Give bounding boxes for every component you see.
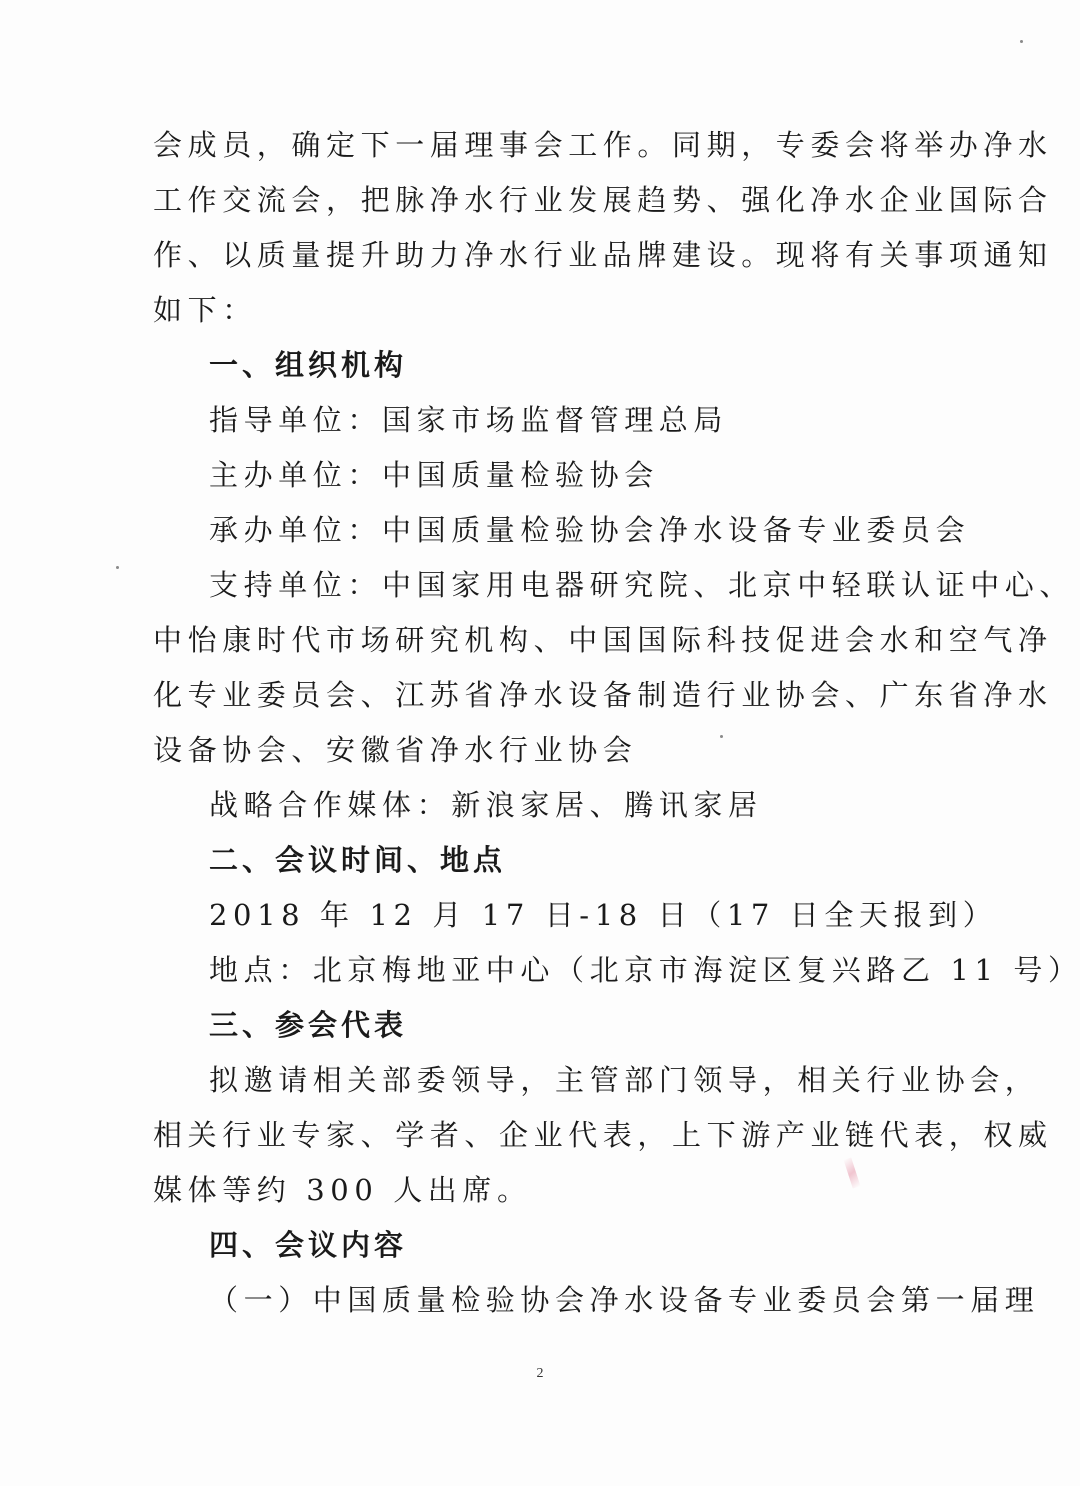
text-line: 作、以质量提升助力净水行业品牌建设。现将有关事项通知: [153, 238, 1053, 272]
scan-speck: [116, 566, 119, 569]
scan-speck: [720, 735, 723, 738]
text-line: 如下：: [153, 293, 257, 327]
document-body: [153, 118, 1083, 1328]
text-line: 设备协会、安徽省净水行业协会: [153, 733, 638, 767]
text-line: 战略合作媒体：新浪家居、腾讯家居: [209, 788, 763, 822]
text-line: 2018 年 12 月 17 日-18 日（17 日全天报到）: [209, 898, 998, 932]
text-line: 承办单位：中国质量检验协会净水设备专业委员会: [209, 513, 971, 547]
section-heading: 二、会议时间、地点: [209, 843, 507, 877]
text-line: 地点：北京梅地亚中心（北京市海淀区复兴路乙 11 号）: [209, 953, 1083, 987]
text-line: 化专业委员会、江苏省净水设备制造行业协会、广东省净水: [153, 678, 1053, 712]
page-number: 2: [536, 1366, 544, 1381]
text-line: 媒体等约 300 人出席。: [153, 1173, 532, 1207]
scan-speck: [1020, 40, 1023, 43]
text-line: 中怡康时代市场研究机构、中国国际科技促进会水和空气净: [153, 623, 1053, 657]
text-line: 相关行业专家、学者、企业代表，上下游产业链代表，权威: [153, 1118, 1053, 1152]
section-heading: 一、组织机构: [209, 348, 408, 382]
text-line: 指导单位：国家市场监督管理总局: [209, 403, 729, 437]
text-line: 支持单位：中国家用电器研究院、北京中轻联认证中心、: [209, 568, 1075, 602]
text-line: （一）中国质量检验协会净水设备专业委员会第一届理: [209, 1283, 1040, 1317]
text-line: 会成员，确定下一届理事会工作。同期，专委会将举办净水: [153, 128, 1053, 162]
text-line: 拟邀请相关部委领导，主管部门领导，相关行业协会，: [209, 1063, 1040, 1097]
text-line: 主办单位：中国质量检验协会: [209, 458, 659, 492]
section-heading: 四、会议内容: [209, 1228, 408, 1262]
text-line: 工作交流会，把脉净水行业发展趋势、强化净水企业国际合: [153, 183, 1053, 217]
section-heading: 三、参会代表: [209, 1008, 408, 1042]
